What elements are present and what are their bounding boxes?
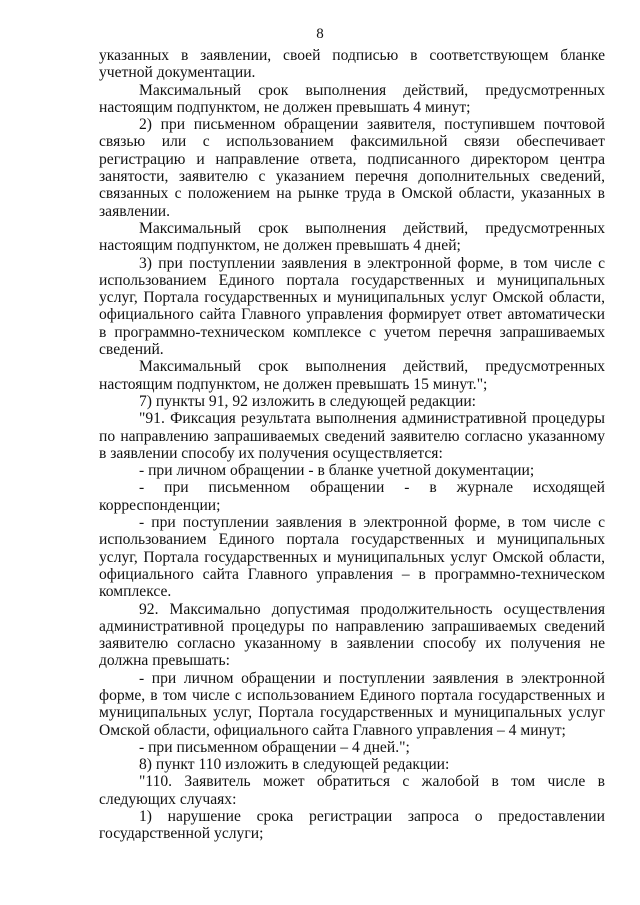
list-item: - при письменном обращении – 4 дней."; — [139, 738, 410, 756]
paragraph: "91. Фиксация результата выполнения административной процедуры по направлению запрашиваемых сведений заявителю согласно указанному в заявлении способу их получения осуществляется: — [99, 410, 605, 462]
paragraph: 7) пункты 91, 92 изложить в следующей редакции: — [139, 392, 477, 410]
paragraph: "110. Заявитель может обратиться с жалобой в том числе в следующих случаях: — [99, 773, 605, 808]
paragraph: указанных в заявлении, своей подписью в соответствующем бланке учетной документации. — [99, 47, 605, 82]
list-item: - при письменном обращении - в журнале исходящей корреспонденции; — [99, 479, 605, 514]
list-item: - при личном обращении и поступлении заявления в электронной форме, в том числе с использованием Единого портала государственных и муниципальных услуг, Портала государственных и муниципальных услуг Омской области, официального сайта Главного управления – 4 минут; — [99, 669, 605, 739]
page-number: 8 — [316, 26, 324, 42]
paragraph: 92. Максимально допустимая продолжительность осуществления административной процедуры по направлению запрашиваемых сведений заявителю согласно указанному в заявлении способу их получения не должна превышать: — [99, 600, 605, 670]
list-item: - при поступлении заявления в электронной форме, в том числе с использованием Единого портала государственных и муниципальных услуг, Портала государственных и муниципальных услуг Омской области, официального сайта Главного управления – в программно-техническом комплексе. — [99, 514, 605, 601]
paragraph: 1) нарушение срока регистрации запроса о предоставлении государственной услуги; — [99, 808, 605, 843]
paragraph: 2) при письменном обращении заявителя, поступившем почтовой связью или с использованием факсимильной связи обеспечивает регистрацию и направление ответа, подписанного директором центра занятости, заявителю с указанием перечня дополнительных сведений, связанных с положением на рынке труда в Омской области, указанных в заявлении. — [99, 116, 605, 220]
document-body — [99, 47, 605, 843]
paragraph: Максимальный срок выполнения действий, предусмотренных настоящим подпунктом, не должен превышать 15 минут."; — [99, 358, 605, 393]
paragraph: 3) при поступлении заявления в электронной форме, в том числе с использованием Единого портала государственных и муниципальных услуг, Портала государственных и муниципальных услуг Омской области, официального сайта Главного управления формирует ответ автоматически в программно-техническом комплексе с учетом перечня запрашиваемых сведений. — [99, 254, 605, 359]
paragraph: Максимальный срок выполнения действий, предусмотренных настоящим подпунктом, не должен превышать 4 минут; — [99, 81, 605, 116]
list-item: - при личном обращении - в бланке учетной документации; — [139, 462, 535, 480]
paragraph: Максимальный срок выполнения действий, предусмотренных настоящим подпунктом, не должен превышать 4 дней; — [99, 219, 605, 255]
paragraph: 8) пункт 110 изложить в следующей редакции: — [139, 756, 450, 774]
